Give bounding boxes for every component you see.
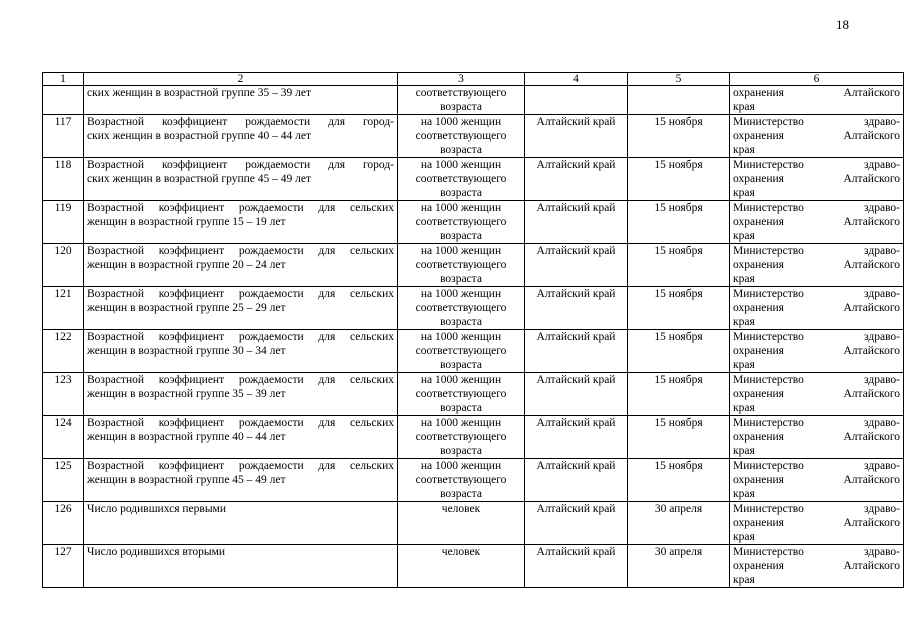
date-cell: 15 ноября (628, 287, 730, 330)
region-cell: Алтайский край (525, 416, 628, 459)
indicator-line: ских женщин в возрастной группе 45 – 49 лет (87, 173, 312, 185)
date-cell: 30 апреля (628, 502, 730, 545)
unit-line: возраста (440, 187, 482, 199)
unit-cell (398, 545, 525, 588)
table-row (43, 416, 904, 459)
indicator-cell (84, 201, 398, 244)
row-number: 120 (43, 244, 84, 287)
date-cell: 15 ноября (628, 330, 730, 373)
unit-line: на 1000 женщин (420, 417, 502, 429)
responsible-line: охранения Алтайского (733, 517, 900, 529)
unit-line: соответствующего (415, 431, 507, 443)
responsible-cell (730, 244, 904, 287)
table-row (43, 115, 904, 158)
header-cell: 3 (398, 73, 525, 86)
unit-cell (398, 459, 525, 502)
unit-line: соответствующего (415, 259, 507, 271)
row-number: 122 (43, 330, 84, 373)
responsible-line: Министерство здраво- (733, 460, 900, 472)
indicator-line: женщин в возрастной группе 35 – 39 лет (87, 388, 286, 400)
indicator-cell (84, 416, 398, 459)
indicator-cell (84, 330, 398, 373)
indicator-line: Возрастной коэффициент рождаемости для сельских (87, 374, 394, 386)
table-row (43, 158, 904, 201)
table-row (43, 545, 904, 588)
date-cell: 15 ноября (628, 244, 730, 287)
responsible-line: охранения Алтайского (733, 431, 900, 443)
region-cell: Алтайский край (525, 158, 628, 201)
responsible-line: охранения Алтайского (733, 173, 900, 185)
unit-line: человек (441, 546, 481, 558)
responsible-line: Министерство здраво- (733, 116, 900, 128)
indicator-cell (84, 115, 398, 158)
indicator-line: Возрастной коэффициент рождаемости для город- (87, 116, 394, 128)
indicator-line: женщин в возрастной группе 25 – 29 лет (87, 302, 286, 314)
responsible-line: края (733, 445, 755, 457)
unit-line: человек (441, 503, 481, 515)
row-number: 127 (43, 545, 84, 588)
date-cell: 15 ноября (628, 158, 730, 201)
indicator-line: женщин в возрастной группе 15 – 19 лет (87, 216, 286, 228)
row-number: 126 (43, 502, 84, 545)
indicator-cell (84, 373, 398, 416)
region-cell: Алтайский край (525, 502, 628, 545)
header-row (43, 73, 904, 86)
responsible-line: Министерство здраво- (733, 331, 900, 343)
indicator-cell (84, 459, 398, 502)
indicator-line: женщин в возрастной группе 30 – 34 лет (87, 345, 286, 357)
responsible-line: Министерство здраво- (733, 503, 900, 515)
date-cell: 15 ноября (628, 115, 730, 158)
date-cell: 15 ноября (628, 201, 730, 244)
indicator-line: Возрастной коэффициент рождаемости для город- (87, 159, 394, 171)
responsible-cell (730, 416, 904, 459)
unit-line: возраста (440, 273, 482, 285)
date-cell: 15 ноября (628, 459, 730, 502)
table-row (43, 244, 904, 287)
responsible-line: края (733, 488, 755, 500)
row-number: 124 (43, 416, 84, 459)
row-number: 125 (43, 459, 84, 502)
responsible-line: охранения Алтайского (733, 345, 900, 357)
table-row (43, 373, 904, 416)
responsible-line: Министерство здраво- (733, 288, 900, 300)
region-cell: Алтайский край (525, 287, 628, 330)
unit-line: соответствующего (415, 130, 507, 142)
responsible-cell (730, 545, 904, 588)
responsible-line: края (733, 187, 755, 199)
unit-line: на 1000 женщин (420, 202, 502, 214)
responsible-line: края (733, 402, 755, 414)
responsible-cell (730, 158, 904, 201)
page-number: 18 (836, 17, 849, 32)
indicator-cell (84, 86, 398, 115)
unit-line: соответствующего (415, 302, 507, 314)
indicator-line: Число родившихся вторыми (87, 546, 226, 558)
responsible-cell (730, 502, 904, 545)
responsible-line: Министерство здраво- (733, 417, 900, 429)
indicator-cell (84, 287, 398, 330)
responsible-line: края (733, 316, 755, 328)
responsible-line: Министерство здраво- (733, 159, 900, 171)
indicator-text: ских женщин в возрастной группе 35 – 39 лет (87, 87, 312, 99)
responsible-line: края (733, 531, 755, 543)
unit-cell (398, 287, 525, 330)
unit-line: возраста (440, 445, 482, 457)
header-cell: 1 (43, 73, 84, 86)
indicator-line: Возрастной коэффициент рождаемости для сельских (87, 202, 394, 214)
responsible-line: охранения Алтайского (733, 388, 900, 400)
indicator-line: женщин в возрастной группе 45 – 49 лет (87, 474, 286, 486)
unit-cell (398, 502, 525, 545)
continuation-row (43, 86, 904, 115)
responsible-line: края (733, 230, 755, 242)
table-row (43, 201, 904, 244)
responsible-line: охранения Алтайского (733, 302, 900, 314)
responsible-line: края (733, 574, 755, 586)
indicator-line: Возрастной коэффициент рождаемости для сельских (87, 245, 394, 257)
indicator-line: женщин в возрастной группе 20 – 24 лет (87, 259, 286, 271)
responsible-line: охранения Алтайского (733, 216, 900, 228)
unit-line: возраста (440, 144, 482, 156)
indicator-line: Число родившихся первыми (87, 503, 226, 515)
row-number: 117 (43, 115, 84, 158)
table-row (43, 459, 904, 502)
responsible-cell (730, 201, 904, 244)
date-cell: 30 апреля (628, 545, 730, 588)
unit-line: на 1000 женщин (420, 331, 502, 343)
responsible-cell (730, 459, 904, 502)
region-cell: Алтайский край (525, 459, 628, 502)
date-cell: 15 ноября (628, 373, 730, 416)
unit-cell (398, 244, 525, 287)
unit-line: соответствующего (415, 216, 507, 228)
region-cell: Алтайский край (525, 201, 628, 244)
responsible-line: края (733, 359, 755, 371)
responsible-cell (730, 86, 904, 115)
table-row (43, 287, 904, 330)
row-number: 121 (43, 287, 84, 330)
responsible-cell (730, 373, 904, 416)
header-cell: 2 (84, 73, 398, 86)
responsible-cell (730, 330, 904, 373)
unit-line: на 1000 женщин (420, 159, 502, 171)
region-cell: Алтайский край (525, 545, 628, 588)
indicator-cell (84, 158, 398, 201)
table-row (43, 330, 904, 373)
indicator-cell (84, 502, 398, 545)
indicator-line: ских женщин в возрастной группе 40 – 44 лет (87, 130, 312, 142)
unit-line: на 1000 женщин (420, 288, 502, 300)
responsible-line: охранения Алтайского (733, 259, 900, 271)
region-cell: Алтайский край (525, 244, 628, 287)
unit-cell: соответствующего возраста (398, 86, 525, 115)
responsible-line: охранения Алтайского (733, 130, 900, 142)
responsible-line: края (733, 144, 755, 156)
unit-line: на 1000 женщин (420, 116, 502, 128)
unit-line: соответствующего (415, 173, 507, 185)
unit-line: соответствующего (415, 345, 507, 357)
unit-line: на 1000 женщин (420, 460, 502, 472)
region-cell: Алтайский край (525, 373, 628, 416)
unit-line: возраста (440, 488, 482, 500)
indicator-line: Возрастной коэффициент рождаемости для сельских (87, 417, 394, 429)
indicator-line: Возрастной коэффициент рождаемости для сельских (87, 331, 394, 343)
unit-line: соответствующего (415, 388, 507, 400)
indicator-line: Возрастной коэффициент рождаемости для сельских (87, 460, 394, 472)
region-cell: Алтайский край (525, 330, 628, 373)
header-cell: 4 (525, 73, 628, 86)
unit-cell (398, 115, 525, 158)
unit-line: на 1000 женщин (420, 374, 502, 386)
responsible-cell (730, 287, 904, 330)
header-cell: 5 (628, 73, 730, 86)
row-number: 118 (43, 158, 84, 201)
unit-line: возраста (440, 402, 482, 414)
indicator-line: Возрастной коэффициент рождаемости для сельских (87, 288, 394, 300)
responsible-line: охранения Алтайского (733, 87, 900, 99)
responsible-line: охранения Алтайского (733, 560, 900, 572)
table-row (43, 502, 904, 545)
indicators-table (42, 72, 904, 588)
indicator-cell (84, 244, 398, 287)
indicator-cell (84, 545, 398, 588)
unit-line: возраста (440, 359, 482, 371)
row-number (43, 86, 84, 115)
row-number: 123 (43, 373, 84, 416)
unit-cell (398, 201, 525, 244)
date-cell (628, 86, 730, 115)
unit-line: возраста (440, 230, 482, 242)
responsible-line: Министерство здраво- (733, 374, 900, 386)
responsible-line: края (733, 101, 755, 113)
unit-cell (398, 416, 525, 459)
row-number: 119 (43, 201, 84, 244)
responsible-line: края (733, 273, 755, 285)
region-cell (525, 86, 628, 115)
header-cell: 6 (730, 73, 904, 86)
region-cell: Алтайский край (525, 115, 628, 158)
date-cell: 15 ноября (628, 416, 730, 459)
responsible-cell (730, 115, 904, 158)
unit-cell (398, 373, 525, 416)
unit-cell (398, 330, 525, 373)
unit-cell (398, 158, 525, 201)
responsible-line: охранения Алтайского (733, 474, 900, 486)
unit-line: соответствующего (415, 474, 507, 486)
responsible-line: Министерство здраво- (733, 546, 900, 558)
unit-line: возраста (440, 316, 482, 328)
responsible-line: Министерство здраво- (733, 202, 900, 214)
indicator-line: женщин в возрастной группе 40 – 44 лет (87, 431, 286, 443)
unit-line: на 1000 женщин (420, 245, 502, 257)
responsible-line: Министерство здраво- (733, 245, 900, 257)
